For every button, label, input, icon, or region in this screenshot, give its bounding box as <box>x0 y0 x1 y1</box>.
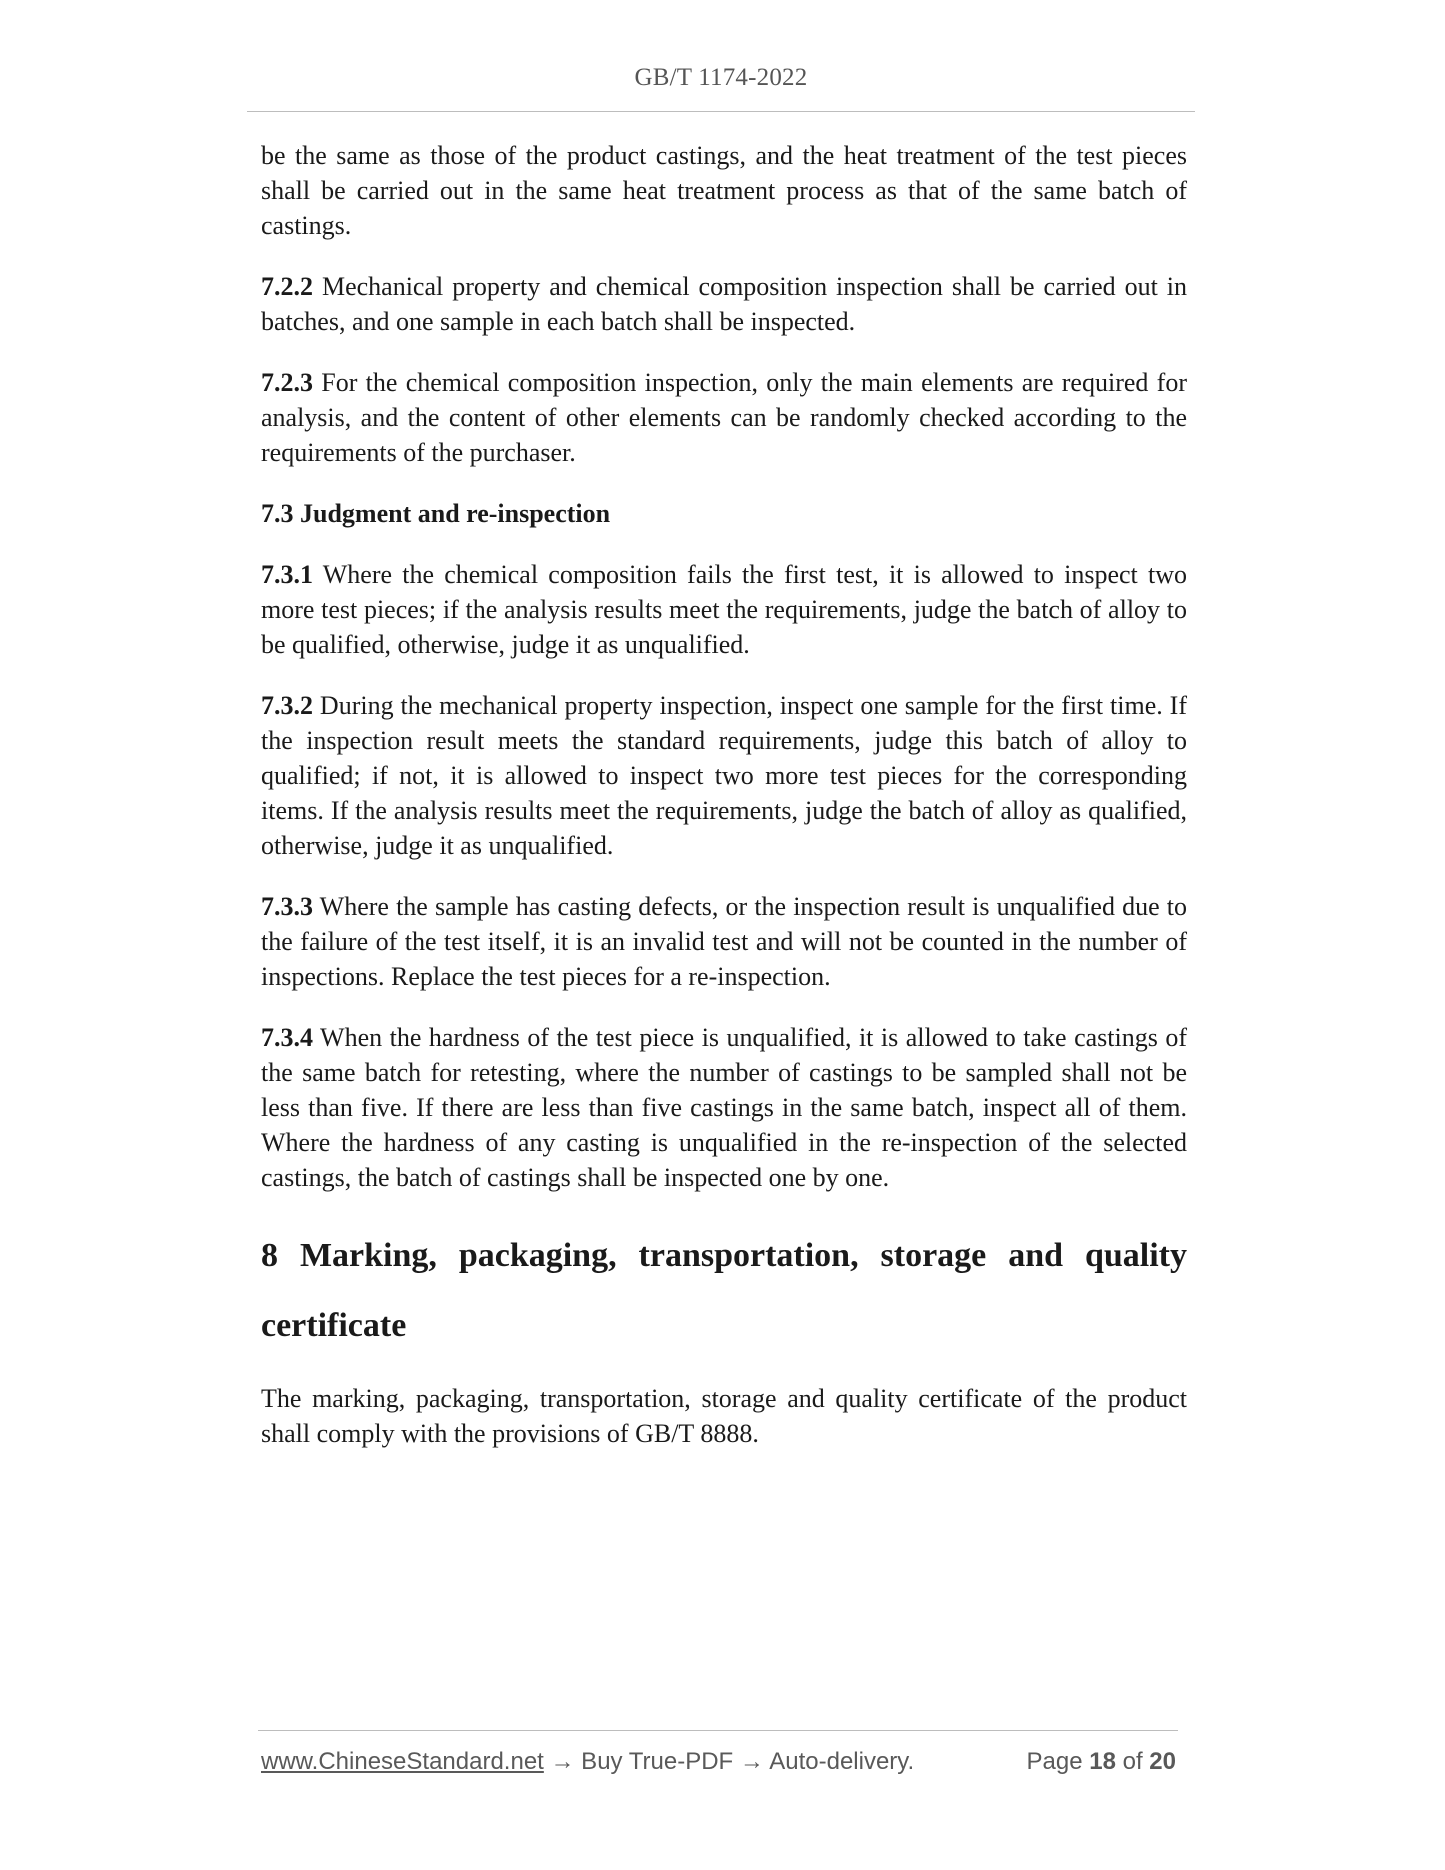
clause-number: 7.2.3 <box>261 368 313 397</box>
clause-number: 7.2.2 <box>261 272 313 301</box>
clause-number: 7.3.2 <box>261 691 313 720</box>
footer-divider <box>258 1730 1178 1731</box>
clause-text: For the chemical composition inspection, only the main elements are required for analysis, and the content of other elements can be randomly checked according to the requirements of the purchaser. <box>261 368 1187 467</box>
promo-text: → Buy True-PDF → Auto-delivery. <box>543 1748 915 1775</box>
chapter-8-paragraph: The marking, packaging, transportation, storage and quality certificate of the product shall comply with the provisions of GB/T 8888. <box>261 1384 1187 1448</box>
clause-7-3-1 <box>261 557 1187 662</box>
clause-7-2-2 <box>261 269 1187 339</box>
page-of-label: of <box>1115 1748 1150 1775</box>
page-total: 20 <box>1149 1748 1176 1775</box>
section-heading-7-3: 7.3 Judgment and re-inspection <box>261 499 611 528</box>
clause-7-2-3 <box>261 365 1187 470</box>
page-footer <box>261 1748 1176 1776</box>
page-body <box>261 138 1187 1477</box>
clause-7-3-4 <box>261 1020 1187 1195</box>
clause-number: 7.3.1 <box>261 560 313 589</box>
page-number <box>1027 1748 1176 1776</box>
clause-text: Where the chemical composition fails the first test, it is allowed to inspect two more test pieces; if the analysis results meet the requirements, judge the batch of alloy to be qualified, otherwise, judge it as unqualified. <box>261 560 1187 659</box>
page-current: 18 <box>1089 1748 1116 1775</box>
clause-text: When the hardness of the test piece is unqualified, it is allowed to take castings of the same batch for retesting, where the number of castings to be sampled shall not be less than five. If there are less than five castings in the same batch, inspect all of them. Where the hardness of any casting is unqualified in the re-inspection of the selected castings, the batch of castings shall be inspected one by one. <box>261 1023 1187 1192</box>
paragraph-continued: be the same as those of the product castings, and the heat treatment of the test pieces shall be carried out in the same heat treatment process as that of the same batch of castings. <box>261 141 1187 240</box>
clause-text: Where the sample has casting defects, or the inspection result is unqualified due to the failure of the test itself, it is an invalid test and will not be counted in the number of inspections. Replace the test pieces for a re-inspection. <box>261 892 1187 991</box>
header-divider <box>247 111 1195 112</box>
clause-number: 7.3.3 <box>261 892 313 921</box>
running-header: GB/T 1174-2022 <box>634 64 808 91</box>
clause-text: During the mechanical property inspection, inspect one sample for the first time. If the inspection result meets the standard requirements, judge this batch of alloy to qualified; if not, it is allowed to inspect two more test pieces for the corresponding items. If the analysis results meet the requirements, judge the batch of alloy as qualified, otherwise, judge it as unqualified. <box>261 691 1187 860</box>
website-link[interactable]: www.ChineseStandard.net <box>261 1748 544 1775</box>
clause-7-3-2 <box>261 688 1187 863</box>
clause-number: 7.3.4 <box>261 1023 313 1052</box>
chapter-heading-8: 8 Marking, packaging, transportation, storage and quality certificate <box>261 1237 1187 1344</box>
page-label: Page <box>1026 1748 1090 1775</box>
clause-7-3-3 <box>261 889 1187 994</box>
clause-text: Mechanical property and chemical composition inspection shall be carried out in batches, and one sample in each batch shall be inspected. <box>261 272 1187 336</box>
